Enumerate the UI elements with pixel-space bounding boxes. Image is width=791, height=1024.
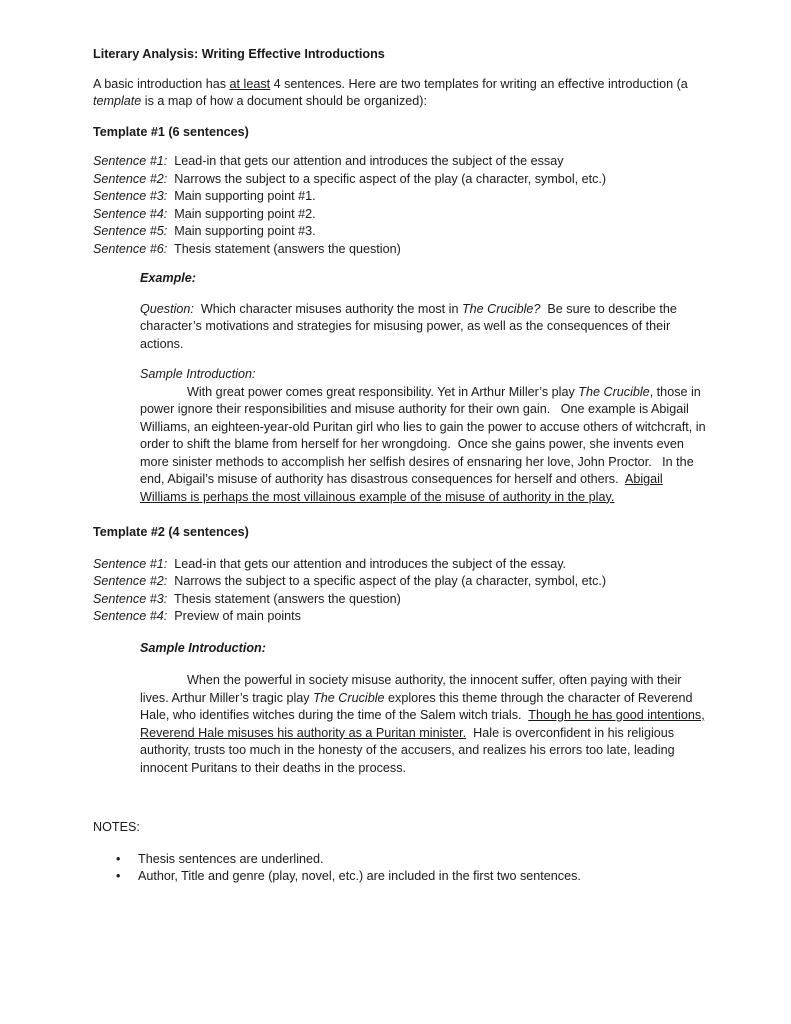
- list-item: [93, 153, 713, 171]
- list-item: [93, 556, 713, 574]
- sentence-label: Sentence #6:: [93, 241, 168, 256]
- sample2-book-title: The Crucible: [313, 690, 385, 705]
- sentence-label: Sentence #3:: [93, 189, 168, 203]
- sentence-text: Lead-in that gets our attention and introduces the subject of the essay.: [167, 556, 567, 571]
- sample2-thesis-sentence: Though he has good intentions, Reverend Hale misuses his authority as a Puritan minister.: [140, 708, 705, 740]
- question-book-title: The Crucible?: [461, 301, 541, 316]
- sample-intro-paragraph: [140, 384, 713, 507]
- list-item: [93, 591, 713, 609]
- sentence-label: Sentence #1:: [93, 556, 168, 571]
- list-item: [93, 608, 713, 626]
- document-page: [93, 46, 713, 886]
- intro-text-3: is a map of how a document should be organized):: [141, 94, 427, 108]
- document-title: Literary Analysis: Writing Effective Introductions: [93, 47, 385, 61]
- sentence-text: Lead-in that gets our attention and introduces the subject of the essay: [167, 154, 564, 168]
- sentence-label: Sentence #1:: [93, 154, 168, 168]
- note-text: Author, Title and genre (play, novel, etc.) are included in the first two sentences.: [138, 869, 581, 883]
- template2-sentence-list: [93, 556, 713, 626]
- list-item: [93, 573, 713, 591]
- question-label: Question:: [140, 301, 194, 316]
- sample2-text-3: Hale is overconfident in his religious authority, trusts too much in the honesty of the accusers, and realizes his errors too late, leading innocent Puritans to their deaths in the process.: [140, 725, 679, 775]
- sentence-text: Narrows the subject to a specific aspect of the play (a character, symbol, etc.): [167, 574, 607, 588]
- question-paragraph: [140, 301, 713, 354]
- intro-template-word: template: [93, 94, 142, 108]
- list-item: [93, 223, 713, 241]
- sample2-text-1: When the powerful in society misuse authority, the innocent suffer, often paying with their lives. Arthur Miller’s tragic play: [140, 673, 682, 705]
- sentence-text: Main supporting point #1.: [167, 189, 316, 203]
- sentence-label: Sentence #5:: [93, 224, 168, 238]
- template1-heading: Template #1 (6 sentences): [93, 124, 249, 139]
- sentence-text: Narrows the subject to a specific aspect of the play (a character, symbol, etc.): [167, 171, 607, 186]
- list-item: [93, 868, 713, 886]
- example-label: Example:: [140, 271, 196, 285]
- note-text: Thesis sentences are underlined.: [138, 851, 324, 866]
- list-item: [93, 188, 713, 206]
- sentence-text: Thesis statement (answers the question): [167, 591, 401, 606]
- sample-text-2: , those in power ignore their responsibilities and misuse authority for their own gain. One example is Abigail Williams, an eighteen-year-old Puritan girl who lies to gain the power to accuse others of witchcraft, in order to shift the blame from herself for her wrongdoing. Once she gains power, she invents even more sinister methods to accomplish her selfish desires of ensnaring her love, John Proctor. In the end, Abigail’s misuse of authority has disastrous consequences for herself and others.: [140, 384, 710, 486]
- template2-example: [140, 640, 713, 778]
- sample-text-1: With great power comes great responsibility. Yet in Arthur Miller’s play: [187, 384, 579, 399]
- sentence-label: Sentence #4:: [93, 206, 168, 221]
- bullet-icon: •: [116, 851, 121, 866]
- template2-heading: Template #2 (4 sentences): [93, 525, 249, 539]
- sentence-text: Main supporting point #3.: [167, 224, 316, 238]
- sentence-label: Sentence #3:: [93, 591, 168, 606]
- sentence-label: Sentence #4:: [93, 609, 168, 623]
- sentence-text: Main supporting point #2.: [167, 206, 316, 221]
- notes-heading: NOTES:: [93, 820, 140, 834]
- sample-thesis-sentence: Abigail Williams is perhaps the most villainous example of the misuse of authority in the play.: [140, 472, 663, 504]
- sample-intro-label-2: Sample Introduction:: [140, 640, 266, 655]
- list-item: [93, 206, 713, 224]
- template1-example: [140, 270, 713, 506]
- intro-at-least: at least: [229, 76, 271, 91]
- question-text-2: Be sure to describe the character’s motivations and strategies for misusing power, as well as the consequences of their actions.: [140, 301, 681, 351]
- list-item: [93, 171, 713, 189]
- question-text-1: Which character misuses authority the most in: [193, 301, 462, 316]
- sample2-text-2: explores this theme through the character of Reverend Hale, who identifies witches during the time of the Salem witch trials.: [140, 690, 697, 722]
- list-item: [93, 241, 713, 259]
- sample-intro-paragraph-2: [140, 672, 713, 777]
- sentence-text: Thesis statement (answers the question): [167, 241, 401, 256]
- notes-list: [93, 851, 713, 886]
- sample-intro-label: Sample Introduction:: [140, 367, 256, 381]
- list-item: [93, 851, 713, 869]
- bullet-icon: •: [116, 869, 121, 883]
- intro-paragraph: [93, 76, 713, 111]
- sentence-label: Sentence #2:: [93, 574, 168, 588]
- sample-book-title: The Crucible: [578, 384, 650, 399]
- sentence-label: Sentence #2:: [93, 171, 168, 186]
- template1-sentence-list: [93, 153, 713, 258]
- sentence-text: Preview of main points: [167, 609, 301, 623]
- intro-text-2: 4 sentences. Here are two templates for writing an effective introduction (a: [270, 76, 688, 91]
- intro-text-1: A basic introduction has: [93, 76, 230, 91]
